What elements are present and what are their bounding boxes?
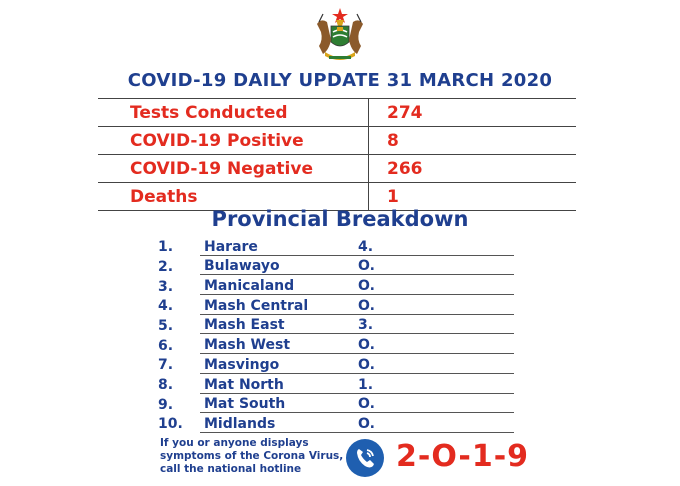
update-title: COVID-19 DAILY UPDATE 31 MARCH 2020 (127, 70, 553, 91)
province-number: 6. (158, 337, 174, 354)
province-row (156, 334, 514, 354)
province-row (156, 275, 514, 295)
stats-table (98, 98, 576, 211)
province-name: Harare (200, 236, 354, 255)
stat-value: 274 (369, 99, 577, 127)
province-number: 1. (158, 239, 174, 256)
province-row (156, 373, 514, 393)
province-number: 8. (158, 377, 174, 393)
stats-row (98, 155, 576, 183)
province-number: 4. (158, 298, 174, 315)
province-row (156, 413, 514, 433)
phone-icon (346, 439, 384, 477)
provincial-table (156, 236, 514, 433)
stat-value: 8 (369, 127, 577, 155)
stat-label: COVID-19 Negative (130, 158, 313, 179)
province-row (156, 393, 514, 413)
stat-value: 1 (369, 183, 577, 211)
province-name: Mat North (200, 373, 354, 393)
province-name: Midlands (200, 413, 354, 433)
province-number: 5. (158, 317, 174, 334)
province-row (156, 236, 514, 255)
province-count: 3. (354, 314, 514, 334)
province-number: 2. (158, 258, 174, 275)
stat-label: Tests Conducted (130, 102, 288, 123)
hotline-number: 2-O-1-9 (396, 439, 530, 474)
province-number: 3. (158, 278, 174, 295)
province-name: Bulawayo (200, 255, 354, 275)
province-name: Masvingo (200, 354, 354, 374)
province-name: Mash Central (200, 295, 354, 315)
stats-row (98, 127, 576, 155)
province-number: 10. (158, 416, 183, 433)
provincial-title: Provincial Breakdown (211, 207, 469, 231)
province-count: O. (354, 393, 514, 413)
hotline-instructions: If you or anyone displays symptoms of the Corona Virus, call the national hotline (160, 437, 344, 475)
province-row (156, 255, 514, 275)
province-count: 1. (354, 373, 514, 393)
stat-label: COVID-19 Positive (130, 130, 304, 151)
province-number: 9. (158, 396, 174, 413)
province-row (156, 295, 514, 315)
coat-of-arms-icon (311, 6, 369, 66)
province-count: O. (354, 334, 514, 354)
province-count: O. (354, 275, 514, 295)
province-count: O. (354, 295, 514, 315)
province-row (156, 354, 514, 374)
province-row (156, 314, 514, 334)
province-count: O. (354, 255, 514, 275)
province-name: Manicaland (200, 275, 354, 295)
stat-value: 266 (369, 155, 577, 183)
province-number: 7. (158, 357, 174, 374)
stats-row (98, 99, 576, 127)
province-name: Mash East (200, 314, 354, 334)
province-name: Mat South (200, 393, 354, 413)
province-count: O. (354, 354, 514, 374)
stat-label: Deaths (130, 186, 198, 207)
province-count: 4. (354, 236, 514, 255)
province-count: O. (354, 413, 514, 433)
province-name: Mash West (200, 334, 354, 354)
